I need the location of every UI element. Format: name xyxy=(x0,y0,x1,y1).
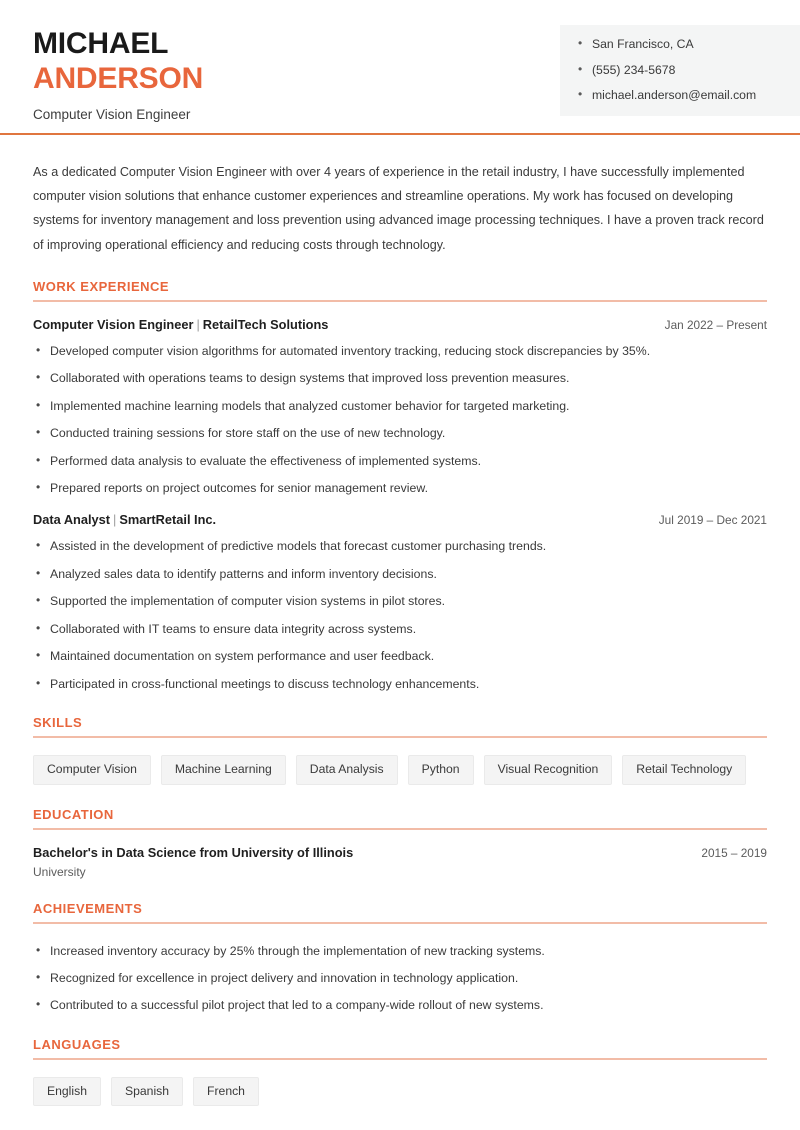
contact-item-location: • San Francisco, CA xyxy=(578,37,800,52)
section-title-education: EDUCATION xyxy=(33,806,114,822)
section-title-work-experience: WORK EXPERIENCE xyxy=(33,278,170,294)
bullet-item: • Increased inventory accuracy by 25% through the implementation of new tracking systems. xyxy=(33,943,767,960)
work-entry-title xyxy=(33,512,216,527)
skill-tag[interactable]: Computer Vision xyxy=(33,755,151,784)
bullet-item: • Performed data analysis to evaluate the effectiveness of implemented systems. xyxy=(33,453,767,470)
education-entry xyxy=(33,845,767,879)
bullet-item: • Developed computer vision algorithms for automated inventory tracking, reducing stock discrepancies by 35%. xyxy=(33,343,767,360)
skill-tag[interactable]: Data Analysis xyxy=(296,755,398,784)
contact-list xyxy=(578,37,800,103)
work-entry-company: SmartRetail Inc. xyxy=(119,512,217,528)
header-divider xyxy=(0,133,800,135)
section-title-languages: LANGUAGES xyxy=(33,1036,121,1052)
bullet-item: • Collaborated with IT teams to ensure data integrity across systems. xyxy=(33,621,767,638)
bullet-item: • Recognized for excellence in project delivery and innovation in technology application. xyxy=(33,970,767,987)
skill-tag[interactable]: Retail Technology xyxy=(622,755,746,784)
languages-tag-list xyxy=(33,1077,767,1106)
section-education xyxy=(33,807,767,879)
name-first: MICHAEL xyxy=(33,27,169,60)
section-skills xyxy=(33,715,767,784)
education-entry-head xyxy=(33,845,767,860)
education-degree: Bachelor's in Data Science from University of Illinois xyxy=(33,844,354,860)
language-tag[interactable]: French xyxy=(193,1077,259,1106)
job-title: Computer Vision Engineer xyxy=(33,107,191,123)
contact-item-email[interactable]: • michael.anderson@email.com xyxy=(578,88,800,103)
section-rule xyxy=(33,1058,767,1060)
achievements-bullets xyxy=(33,943,767,1015)
education-date: 2015 – 2019 xyxy=(701,845,767,860)
section-rule xyxy=(33,828,767,830)
skill-tag[interactable]: Python xyxy=(408,755,474,784)
section-title-achievements: ACHIEVEMENTS xyxy=(33,900,143,916)
language-tag[interactable]: Spanish xyxy=(111,1077,183,1106)
work-entry-role: Data Analyst xyxy=(33,512,111,528)
work-entry xyxy=(33,317,767,498)
bullet-item: • Conducted training sessions for store staff on the use of new technology. xyxy=(33,425,767,442)
section-languages xyxy=(33,1037,767,1106)
work-entry-company: RetailTech Solutions xyxy=(202,316,329,332)
section-title-skills: SKILLS xyxy=(33,715,83,731)
section-rule xyxy=(33,736,767,738)
title-separator: | xyxy=(196,316,200,332)
resume-content xyxy=(0,160,800,1106)
section-rule xyxy=(33,300,767,302)
work-entry-date: Jan 2022 – Present xyxy=(664,317,767,332)
work-entry-date: Jul 2019 – Dec 2021 xyxy=(658,513,767,528)
bullet-item: • Contributed to a successful pilot project that led to a company-wide rollout of new systems. xyxy=(33,997,767,1014)
skill-tag[interactable]: Machine Learning xyxy=(161,755,286,784)
identity-block xyxy=(33,26,203,124)
bullet-item: • Maintained documentation on system performance and user feedback. xyxy=(33,648,767,665)
bullet-item: • Implemented machine learning models that analyzed customer behavior for targeted marketing. xyxy=(33,398,767,415)
work-entry-bullets xyxy=(33,538,767,693)
work-entry-bullets xyxy=(33,343,767,498)
work-entry-title xyxy=(33,317,328,332)
bullet-item: • Analyzed sales data to identify patterns and inform inventory decisions. xyxy=(33,566,767,583)
resume-header xyxy=(0,0,800,134)
bullet-item: • Assisted in the development of predictive models that forecast customer purchasing trends. xyxy=(33,538,767,555)
language-tag[interactable]: English xyxy=(33,1077,101,1106)
section-rule xyxy=(33,922,767,924)
work-entry-head xyxy=(33,512,767,527)
title-separator: | xyxy=(113,512,117,528)
skill-tag[interactable]: Visual Recognition xyxy=(484,755,613,784)
bullet-item: • Collaborated with operations teams to design systems that improved loss prevention measures. xyxy=(33,370,767,387)
bullet-item: • Prepared reports on project outcomes for senior management review. xyxy=(33,480,767,497)
name-last: ANDERSON xyxy=(33,62,204,96)
work-entry xyxy=(33,512,767,693)
skills-tag-list xyxy=(33,755,767,784)
work-entry-head xyxy=(33,317,767,332)
bullet-item: • Supported the implementation of computer vision systems in pilot stores. xyxy=(33,593,767,610)
professional-summary: As a dedicated Computer Vision Engineer with over 4 years of experience in the retail industry, I have successfully implemented computer vision solutions that enhance customer experiences and streamline operations. My work has focused on developing systems for inventory management and loss prevention using advanced image processing techniques. I have a proven track record of improving operational efficiency and reducing costs through technology. xyxy=(33,165,764,252)
section-work-experience xyxy=(33,279,767,693)
contact-item-phone[interactable]: • (555) 234-5678 xyxy=(578,63,800,78)
contact-panel xyxy=(560,25,800,116)
work-entry-role: Computer Vision Engineer xyxy=(33,316,194,332)
section-achievements xyxy=(33,901,767,1015)
education-institution: University xyxy=(33,864,86,879)
bullet-item: • Participated in cross-functional meetings to discuss technology enhancements. xyxy=(33,676,767,693)
